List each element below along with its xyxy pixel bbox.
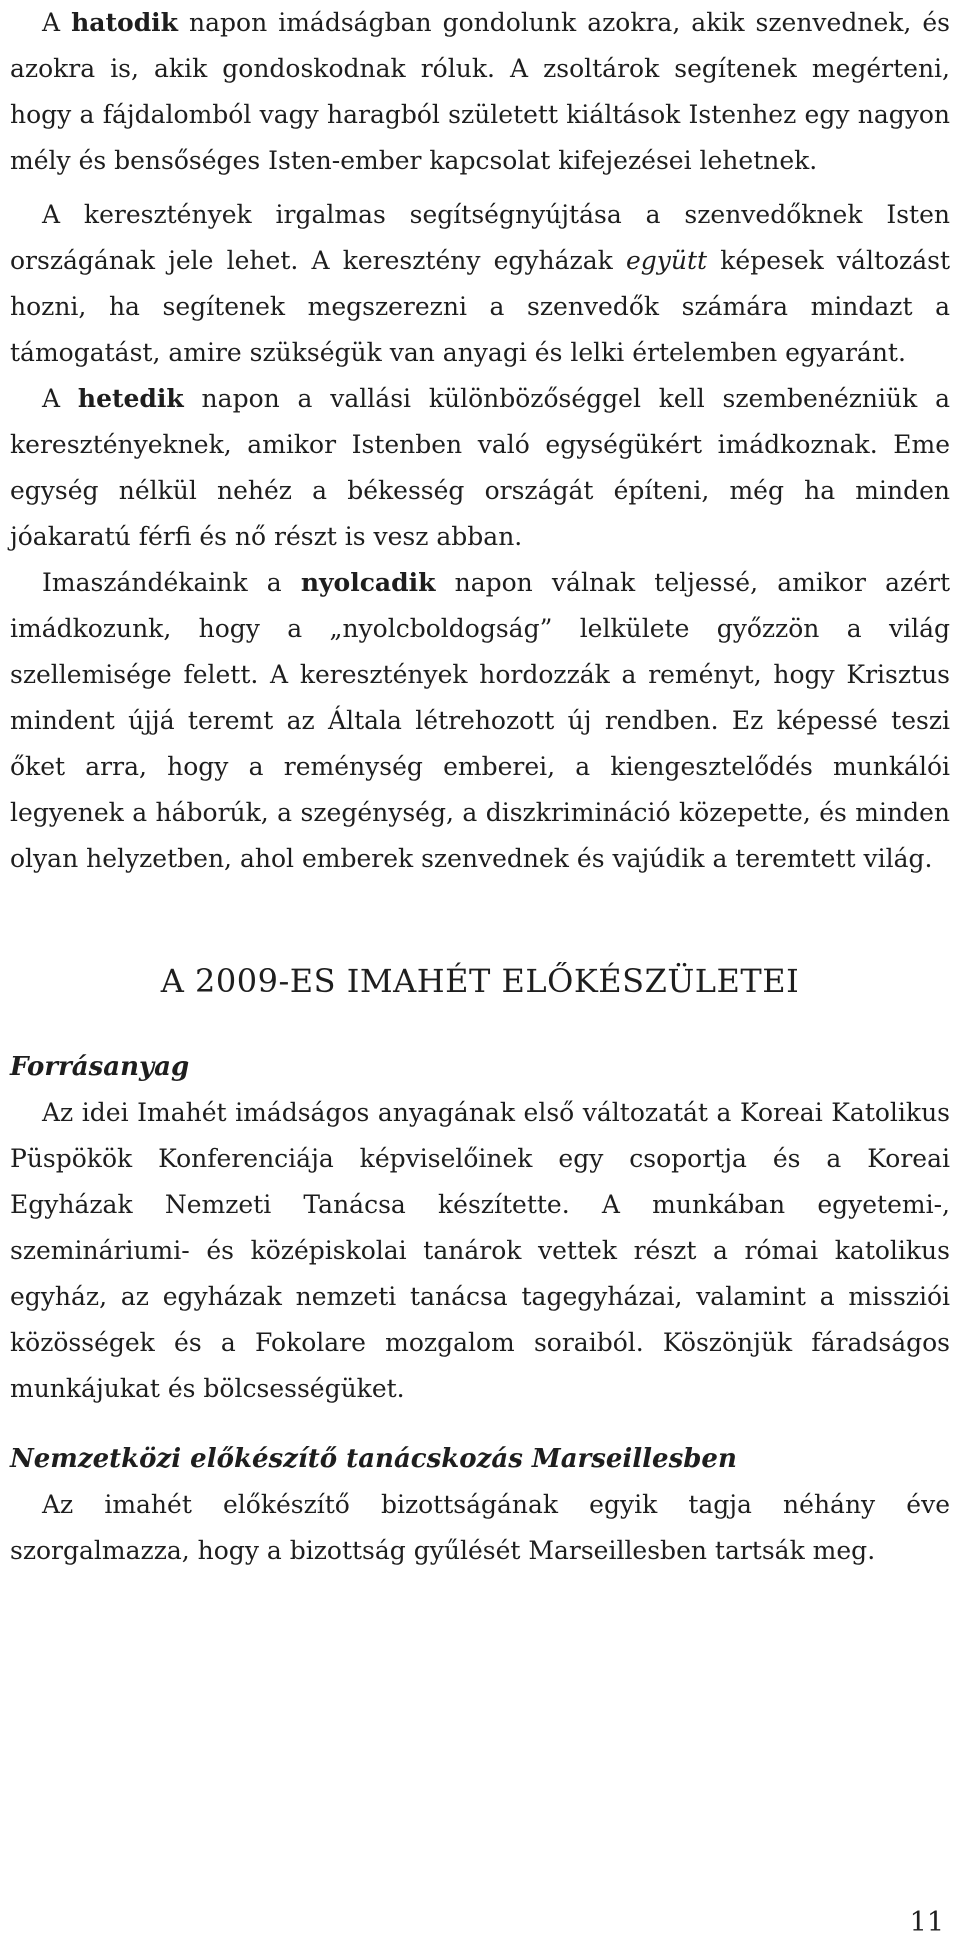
paragraph-text: A <box>42 384 78 413</box>
subheading-forrasanyag: Forrásanyag <box>10 1052 190 1082</box>
paragraph-text: napon a vallási különbözőséggel kell szembenézniük a keresztényeknek, amikor Istenben való egységükért imádkoznak. Eme egység nélkül nehéz a békesség országát építeni, még ha minden jóakaratú férfi és nő részt is vesz abban. <box>10 384 950 551</box>
paragraph-sixth-day <box>10 0 950 184</box>
bold-term-nyolcadik: nyolcadik <box>300 568 436 597</box>
paragraph-text: napon imádságban gondolunk azokra, akik szenvednek, és azokra is, akik gondoskodnak róluk. A zsoltárok segítenek megérteni, hogy a fájdalomból vagy haragból született kiáltások Istenhez egy nagyon mély és bensőséges Isten-ember kapcsolat kifejezései lehetnek. <box>10 8 950 175</box>
paragraph-eighth-day <box>10 560 950 882</box>
paragraph-text: napon válnak teljessé, amikor azért imádkozunk, hogy a „nyolcboldogság” lelkülete győzzön a világ szellemisége felett. A keresztények hordozzák a reményt, hogy Krisztus mindent újjá teremt az Általa létrehozott új rendben. Ez képessé teszi őket arra, hogy a reménység emberei, a kiengesztelődés munkálói legyenek a háborúk, a szegénység, a diszkrimináció közepette, és minden olyan helyzetben, ahol emberek szenvednek és vajúdik a teremtett világ. <box>10 568 951 873</box>
paragraph-text: képesek változást hozni, ha segítenek megszerezni a szenvedők számára mindazt a támogatást, amire szükségük van anyagi és lelki értelemben egyaránt. <box>10 246 950 367</box>
paragraph-marseille: Az imahét előkészítő bizottságának egyik tagja néhány éve szorgalmazza, hogy a bizottság gyűlését Marseillesben tartsák meg. <box>10 1490 950 1565</box>
paragraph-source-material: Az idei Imahét imádságos anyagának első változatát a Koreai Katolikus Püspökök Konferenciája képviselőinek egy csoportja és a Koreai Egyházak Nemzeti Tanácsa készítette. A munkában egyetemi-, szemináriumi- és középiskolai tanárok vettek részt a római katolikus egyház, az egyházak nemzeti tanácsa tagegyházai, valamint a missziói közösségek és a Fokolare mozgalom soraiból. Köszönjük fáradságos munkájukat és bölcsességüket. <box>10 1098 950 1403</box>
bold-term-hatodik: hatodik <box>71 8 178 37</box>
paragraph-seventh-day <box>10 376 950 560</box>
paragraph-mercy <box>10 192 950 376</box>
subheading-marseille-meeting: Nemzetközi előkészítő tanácskozás Marseillesben <box>10 1444 737 1474</box>
section-title: A 2009-ES IMAHÉT ELŐKÉSZÜLETEI <box>160 962 800 1000</box>
paragraph-text: A <box>42 8 72 37</box>
bold-term-hetedik: hetedik <box>77 384 184 413</box>
italic-term-egyutt: együtt <box>625 246 708 275</box>
paragraph-text: A keresztények irgalmas segítségnyújtása a szenvedőknek Isten országának jele lehet. A keresztény egyházak <box>10 200 950 275</box>
paragraph-text: Imaszándékaink a <box>42 568 301 597</box>
document-page <box>10 0 950 1950</box>
page-number: 11 <box>909 1907 944 1938</box>
